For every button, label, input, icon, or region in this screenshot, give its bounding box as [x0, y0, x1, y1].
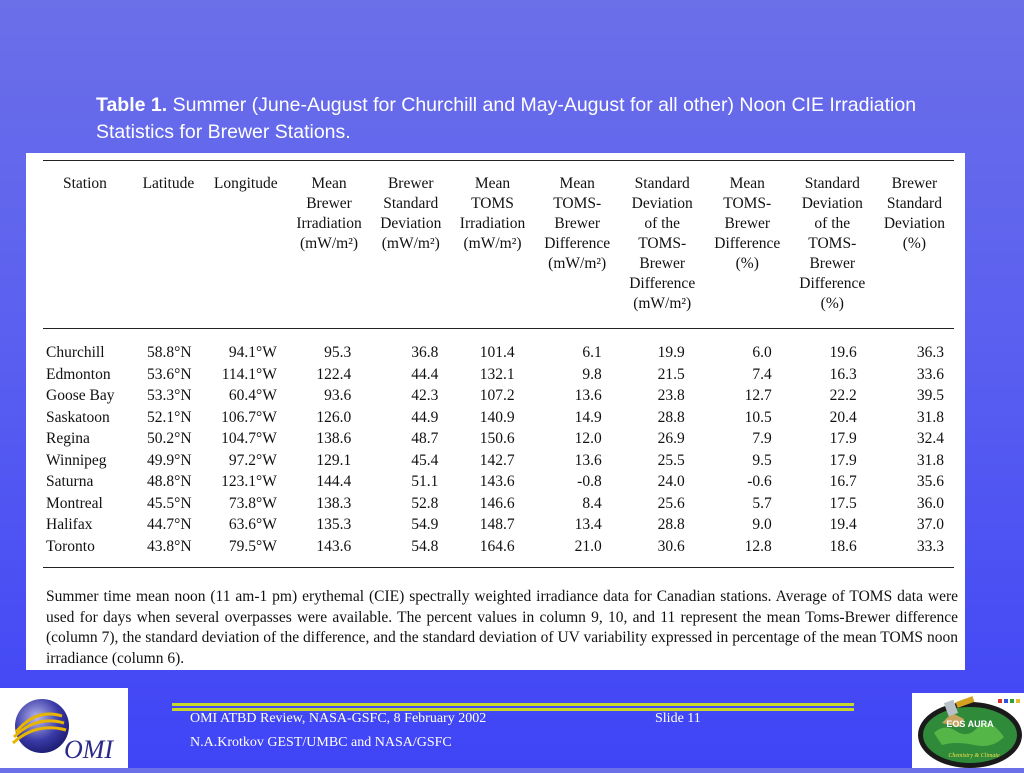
table-row: [43, 514, 954, 536]
table-cell: 13.6: [574, 451, 602, 469]
column-header-line: Station: [63, 175, 107, 192]
column-header-line: Mean: [559, 175, 595, 192]
table-cell: 48.8°N: [147, 473, 192, 490]
table-cell: 10.5: [744, 408, 772, 426]
table-cell: 19.9: [657, 344, 685, 361]
table-cell: 79.5°W: [228, 537, 277, 555]
table-cell: 14.9: [574, 408, 602, 426]
column-header-line: Standard: [634, 175, 690, 192]
column-header-8: [705, 161, 790, 329]
table-cell: 135.3: [316, 516, 352, 533]
slide-number: Slide 11: [655, 711, 701, 726]
table-cell: 104.7°W: [221, 430, 277, 447]
station-name-cell: Saskatoon: [46, 408, 110, 426]
column-header-line: Difference: [629, 275, 696, 292]
table-cell: 93.6: [324, 387, 352, 404]
table-cell: 49.9°N: [147, 451, 192, 469]
table-cell: 144.4: [316, 473, 352, 490]
table-cell: 48.7: [411, 430, 439, 447]
table-cell: 37.0: [916, 516, 944, 533]
table-cell: 129.1: [316, 451, 352, 469]
table-row: [43, 471, 954, 493]
table-cell: 101.4: [479, 344, 515, 361]
column-header-2: [205, 161, 287, 329]
station-name-cell: Regina: [46, 430, 90, 447]
table-cell: 22.2: [829, 387, 857, 404]
column-header-line: (mW/m²): [300, 235, 359, 252]
table-cell: 164.6: [479, 537, 515, 555]
table-cell: 54.9: [411, 516, 439, 533]
column-header-line: Deviation: [801, 195, 863, 212]
title-text: Summer (June-August for Churchill and May-August for all other) Noon CIE Irradiation Statistics for Brewer Stations.: [96, 94, 917, 143]
table-cell: 122.4: [316, 365, 352, 383]
column-header-line: (mW/m²): [463, 235, 522, 252]
table-cell: 12.7: [744, 387, 772, 404]
station-name-cell: Churchill: [46, 344, 105, 361]
table-cell: 142.7: [479, 451, 515, 469]
table-cell: 31.8: [916, 408, 944, 426]
column-header-line: Brewer: [724, 215, 771, 232]
footer-citation: OMI ATBD Review, NASA-GSFC, 8 February 2002: [190, 711, 487, 726]
table-cell: 39.5: [916, 387, 944, 404]
table-cell: 12.8: [744, 537, 772, 555]
title-lead: Table 1.: [96, 94, 168, 116]
table-cell: 54.8: [411, 537, 439, 555]
column-header-line: Standard: [383, 195, 439, 212]
column-header-9: [790, 161, 875, 329]
table-cell: 16.7: [829, 473, 857, 490]
eos-aura-logo-subtext: Chemistry & Climate: [948, 753, 1000, 759]
table-cell: 21.5: [657, 365, 685, 383]
table-cell: 6.0: [752, 344, 772, 361]
eos-aura-logo: [912, 693, 1024, 768]
table-cell: 73.8°W: [228, 494, 277, 512]
column-header-3: [287, 161, 371, 329]
table-cell: 143.6: [316, 537, 352, 555]
table-cell: 9.5: [752, 451, 772, 469]
table-cell: 20.4: [829, 408, 857, 426]
column-header-line: (mW/m²): [548, 255, 607, 272]
table-cell: 36.8: [411, 344, 439, 361]
table-row: [43, 329, 954, 364]
table-cell: 45.4: [411, 451, 439, 469]
column-header-line: TOMS: [471, 195, 514, 212]
slide-title: [96, 92, 936, 146]
table-cell: 52.8: [411, 494, 439, 512]
table-cell: 9.0: [752, 516, 772, 533]
column-header-line: TOMS-: [638, 235, 687, 252]
table-cell: 36.3: [916, 344, 944, 361]
table-cell: 44.4: [411, 365, 439, 383]
table-card: [26, 153, 965, 670]
table-row: [43, 385, 954, 407]
table-cell: 17.9: [829, 451, 857, 469]
table-cell: 107.2: [479, 387, 515, 404]
table-row: [43, 428, 954, 450]
table-cell: 51.1: [411, 473, 439, 490]
table-cell: -0.6: [747, 473, 772, 490]
table-cell: 33.3: [916, 537, 944, 555]
column-header-1: [132, 161, 204, 329]
table-cell: 150.6: [479, 430, 515, 447]
eos-aura-logo-text: EOS AURA: [946, 719, 994, 729]
table-cell: 13.6: [574, 387, 602, 404]
table-row: [43, 407, 954, 429]
table-row: [43, 364, 954, 386]
table-cell: 7.9: [752, 430, 772, 447]
table-cell: 19.4: [829, 516, 857, 533]
omi-logo-graphic: [0, 688, 128, 768]
table-cell: 35.6: [916, 473, 944, 490]
table-cell: 18.6: [829, 537, 857, 555]
table-cell: 6.1: [582, 344, 602, 361]
column-header-line: (%): [820, 295, 844, 312]
station-name-cell: Goose Bay: [46, 387, 115, 404]
omi-logo-text: OMI: [64, 735, 114, 764]
column-header-line: TOMS-: [808, 235, 857, 252]
table-cell: 28.8: [657, 516, 685, 533]
omi-logo: [0, 688, 128, 768]
station-name-cell: Halifax: [46, 516, 93, 533]
table-cell: 53.6°N: [147, 365, 192, 383]
column-header-line: Standard: [804, 175, 860, 192]
column-header-10: [875, 161, 954, 329]
table-cell: 58.8°N: [147, 344, 192, 361]
column-header-line: of the: [814, 215, 851, 232]
table-cell: 9.8: [582, 365, 602, 383]
column-header-line: Brewer: [639, 255, 686, 272]
table-cell: 25.6: [657, 494, 685, 512]
station-name-cell: Saturna: [46, 473, 94, 490]
column-header-0: [43, 161, 132, 329]
table-cell: 25.5: [657, 451, 685, 469]
column-header-line: Mean: [729, 175, 765, 192]
column-header-line: Mean: [311, 175, 347, 192]
column-header-line: TOMS-: [723, 195, 772, 212]
table-row: [43, 450, 954, 472]
column-header-line: (mW/m²): [381, 235, 440, 252]
column-header-line: of the: [644, 215, 681, 232]
table-cell: 146.6: [479, 494, 515, 512]
table-cell: 7.4: [752, 365, 772, 383]
table-cell: 21.0: [574, 537, 602, 555]
column-header-line: Deviation: [631, 195, 693, 212]
table-cell: 94.1°W: [228, 344, 277, 361]
column-header-line: Longitude: [213, 175, 278, 192]
table-cell: 95.3: [324, 344, 352, 361]
table-cell: 43.8°N: [147, 537, 192, 555]
column-header-line: (%): [735, 255, 759, 272]
table-cell: 53.3°N: [147, 387, 192, 404]
column-header-line: Brewer: [554, 215, 600, 232]
column-header-line: (%): [902, 235, 927, 252]
brewer-stations-table: [43, 160, 954, 557]
column-header-line: Brewer: [809, 255, 856, 272]
table-cell: 45.5°N: [147, 494, 192, 512]
column-header-6: [535, 161, 620, 329]
table-cell: 5.7: [752, 494, 772, 512]
table-cell: 126.0: [316, 408, 352, 426]
table-cell: 13.4: [574, 516, 602, 533]
table-row: [43, 536, 954, 558]
table-cell: 28.8: [657, 408, 685, 426]
table-cell: 138.3: [316, 494, 352, 512]
column-header-line: Deviation: [883, 215, 945, 232]
table-cell: 44.7°N: [147, 516, 192, 533]
station-name-cell: Montreal: [46, 494, 103, 512]
table-cell: 8.4: [582, 494, 602, 512]
table-cell: 97.2°W: [228, 451, 277, 469]
table-cell: 32.4: [916, 430, 944, 447]
table-cell: 31.8: [916, 451, 944, 469]
column-header-5: [450, 161, 534, 329]
table-cell: 52.1°N: [147, 408, 192, 426]
table-cell: 26.9: [657, 430, 685, 447]
station-name-cell: Edmonton: [46, 365, 111, 383]
table-cell: -0.8: [577, 473, 602, 490]
table-cell: 138.6: [316, 430, 352, 447]
column-header-7: [620, 161, 705, 329]
table-cell: 17.9: [829, 430, 857, 447]
table-bottom-rule: [43, 567, 954, 568]
table-cell: 36.0: [916, 494, 944, 512]
column-header-line: Difference: [799, 275, 866, 292]
column-header-4: [371, 161, 450, 329]
column-header-line: Deviation: [380, 215, 442, 232]
table-cell: 60.4°W: [228, 387, 277, 404]
table-cell: 106.7°W: [221, 408, 277, 426]
eos-aura-logo-graphic: [912, 693, 1024, 768]
table-row: [43, 493, 954, 515]
table-cell: 140.9: [479, 408, 515, 426]
column-header-line: Brewer: [387, 175, 434, 192]
table-cell: 24.0: [657, 473, 685, 490]
table-cell: 42.3: [411, 387, 439, 404]
station-name-cell: Toronto: [46, 537, 95, 555]
table-cell: 44.9: [411, 408, 439, 426]
footer-author: N.A.Krotkov GEST/UMBC and NASA/GSFC: [190, 735, 452, 750]
column-header-line: Difference: [714, 235, 781, 252]
column-header-line: Irradiation: [459, 215, 526, 232]
table-note: Summer time mean noon (11 am-1 pm) erythemal (CIE) spectrally weighted irradiance data for Canadian stations. Average of TOMS data were used for days when several overpasses were available. The percent values in column 9, 10, and 11 represent the mean Toms-Brewer difference (column 7), the standard deviation of the difference, and the standard deviation of UV variability expressed in percentage of the mean TOMS noon irradiance (column 6).: [46, 588, 958, 668]
table-cell: 23.8: [657, 387, 685, 404]
column-header-line: Mean: [474, 175, 511, 192]
table-cell: 12.0: [574, 430, 602, 447]
table-cell: 16.3: [829, 365, 857, 383]
table-cell: 50.2°N: [147, 430, 192, 447]
table-body: [43, 329, 954, 558]
table-cell: 148.7: [479, 516, 515, 533]
column-header-line: Brewer: [891, 175, 938, 192]
table-cell: 30.6: [657, 537, 685, 555]
column-header-line: Brewer: [306, 195, 352, 212]
column-header-line: TOMS-: [553, 195, 602, 212]
table-header-row: [43, 161, 954, 329]
table-cell: 123.1°W: [221, 473, 277, 490]
column-header-line: Latitude: [142, 175, 195, 192]
column-header-line: Irradiation: [296, 215, 362, 232]
table-cell: 63.6°W: [228, 516, 277, 533]
column-header-line: (mW/m²): [633, 295, 692, 312]
station-name-cell: Winnipeg: [46, 451, 107, 469]
table-cell: 114.1°W: [221, 365, 277, 383]
table-cell: 17.5: [829, 494, 857, 512]
table-cell: 143.6: [479, 473, 515, 490]
table-cell: 19.6: [829, 344, 857, 361]
table-cell: 132.1: [479, 365, 515, 383]
column-header-line: Standard: [886, 195, 942, 212]
table-cell: 33.6: [916, 365, 944, 383]
column-header-line: Difference: [544, 235, 611, 252]
